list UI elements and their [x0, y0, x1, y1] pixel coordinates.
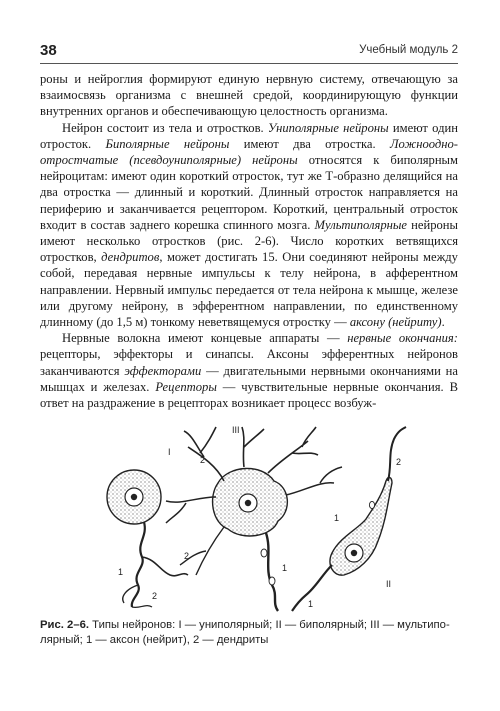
label-unipolar: I — [168, 447, 171, 457]
label-dendrite-lower: 2 — [184, 551, 190, 561]
label-dendrite-unipolar: 2 — [152, 591, 158, 601]
label-axon-bipolar: 1 — [334, 513, 340, 523]
body-text — [40, 71, 458, 411]
figure-caption — [40, 618, 458, 648]
text-run: роны и нейроглия формируют единую нервную систему, отвечающую за взаимосвязь организма с внешней средой, координирующую функции внутренних органов и обеспечивающую целостность организма. — [40, 72, 458, 119]
neuron-illustration — [96, 425, 416, 613]
italic-term: Биполярные нейроны — [105, 136, 230, 151]
italic-term: аксону (нейриту) — [349, 315, 442, 330]
text-run: имеют один отросток. — [40, 120, 458, 151]
label-multipolar: III — [232, 425, 240, 435]
caption-text: Типы нейронов: I — униполярный; II — биполярный; III — мультиполярный; 1 — аксон (нейрит), 2 — дендриты — [40, 619, 450, 646]
label-dendrite-bipolar: 2 — [396, 457, 402, 467]
italic-term: нервные окончания: — [347, 331, 458, 346]
italic-term: дендритов — [101, 250, 160, 265]
text-run: относятся к биполярным нейроцитам: имеют один короткий отросток, тут же Т-образно делящийся на два отростка — длинный и короткий. Длинный отросток направляется на периферию и заканчивается рецептором. Короткий, центральный отросток входит в состав заднего корешка спинного мозга. — [40, 153, 458, 232]
label-dendrite-multipolar: 2 — [200, 455, 206, 465]
italic-term: Рецепторы — [155, 379, 217, 394]
text-run: имеют два отростка. — [229, 136, 390, 151]
running-title: Учебный модуль 2 — [359, 44, 458, 56]
text-run: — чувствительные нервные окончания. В ответ на раздражение в рецепторах возникает процесс возбуж- — [40, 379, 458, 411]
text-run: Нервные волокна имеют концевые аппараты — — [62, 331, 348, 346]
text-run: , может достигать 15. Они соединяют нейроны между собой, передавая нервные импульсы к телу нейрона, в афферентном направлении. Нервный импульс передается от тела нейрона к мышце, железе или другому нейрону, в эфферентном направлении, по единственному длинному (до 1,5 м) тонкому неветвящемуся отростку — — [40, 250, 458, 330]
neuron-types-figure — [96, 425, 416, 613]
italic-term: Униполярные нейроны — [267, 120, 389, 135]
text-run: нейроны имеют несколько отростков (рис. 2-6). Число коротких ветвящихся отростков, — [40, 217, 458, 265]
label-axon-unipolar: 1 — [118, 567, 124, 577]
text-run: рецепторы, эффекторы и синапсы. Аксоны эфферентных нейронов заканчиваются — [40, 347, 458, 378]
label-bipolar: II — [386, 579, 392, 589]
caption-label: Рис. 2–6. — [40, 619, 90, 631]
unipolar-neuron — [107, 470, 188, 607]
header-rule — [40, 63, 458, 64]
italic-term: Мультиполярные — [314, 217, 408, 232]
italic-term: эффекторами — [124, 363, 202, 378]
paragraph — [40, 71, 458, 120]
page-number: 38 — [40, 42, 57, 59]
paragraph — [40, 120, 458, 331]
text-run: Нейрон состоит из тела и отростков. — [62, 120, 268, 135]
text-run: . — [441, 315, 445, 330]
label-axon-bipolar-lower: 1 — [308, 599, 314, 609]
label-axon-multipolar: 1 — [282, 563, 288, 573]
text-run: — двигательными нервными окончаниями на мышцах и железах. — [40, 363, 458, 394]
paragraph — [40, 330, 458, 411]
page-header — [40, 42, 458, 64]
italic-term: Ложноодноотростчатые (псевдоуниполярные) нейроны — [40, 136, 458, 168]
